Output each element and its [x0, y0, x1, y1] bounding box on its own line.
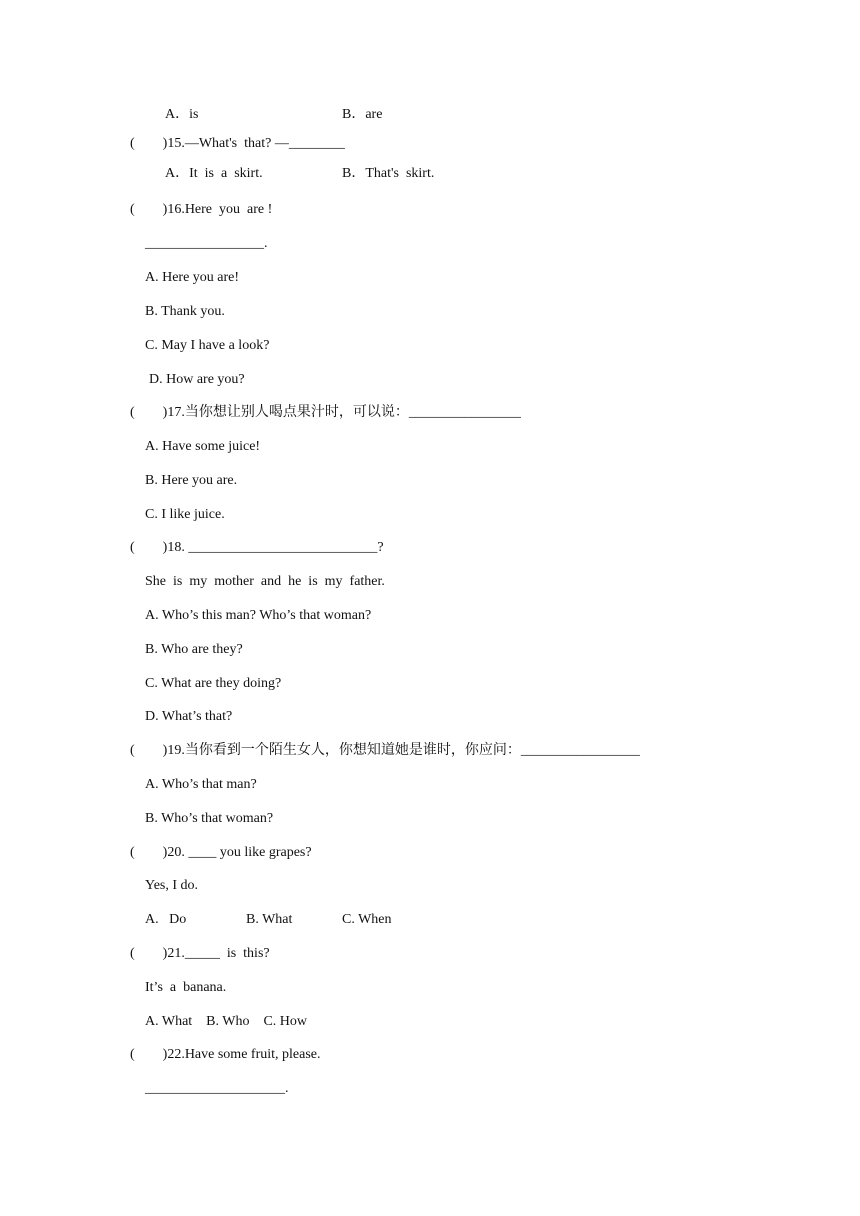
- text-line: B. Who’s that woman?: [145, 811, 274, 826]
- text-line: ( )19.当你看到一个陌生女人，你想知道她是谁时，你应问：_________________: [130, 743, 640, 758]
- text-line: ( )18. ___________________________?: [130, 540, 384, 555]
- text-line: ( )16.Here you are !: [130, 202, 273, 217]
- text-line: B．are: [342, 107, 383, 122]
- text-line: A. Do: [145, 912, 187, 927]
- text-line: Yes, I do.: [145, 878, 199, 893]
- text-line: ( )20. ____ you like grapes?: [130, 845, 312, 860]
- text-line: C. I like juice.: [145, 507, 225, 522]
- text-line: _________________.: [145, 236, 268, 251]
- text-line: ( )17.当你想让别人喝点果汁时，可以说：________________: [130, 405, 521, 420]
- text-line: A．It is a skirt.: [165, 166, 263, 181]
- text-line: ____________________.: [145, 1081, 289, 1096]
- text-line: A. What B. Who C. How: [145, 1014, 308, 1029]
- text-line: D. What’s that?: [145, 709, 233, 724]
- text-line: B. What: [246, 912, 293, 927]
- text-line: C. What are they doing?: [145, 676, 282, 691]
- text-line: B．That's skirt.: [342, 166, 435, 181]
- text-line: C. May I have a look?: [145, 338, 270, 353]
- text-line: B. Thank you.: [145, 304, 225, 319]
- text-line: A. Have some juice!: [145, 439, 261, 454]
- text-line: A. Who’s that man?: [145, 777, 257, 792]
- text-line: She is my mother and he is my father.: [145, 574, 385, 589]
- text-line: A．is: [165, 107, 199, 122]
- text-line: B. Here you are.: [145, 473, 238, 488]
- text-line: It’s a banana.: [145, 980, 227, 995]
- text-line: ( )21._____ is this?: [130, 946, 270, 961]
- text-line: C. When: [342, 912, 392, 927]
- text-line: B. Who are they?: [145, 642, 243, 657]
- text-line: ( )22.Have some fruit, please.: [130, 1047, 321, 1062]
- text-line: ( )15.—What's that? —________: [130, 136, 345, 151]
- text-line: A. Here you are!: [145, 270, 240, 285]
- text-line: D. How are you?: [149, 372, 245, 387]
- text-line: A. Who’s this man? Who’s that woman?: [145, 608, 372, 623]
